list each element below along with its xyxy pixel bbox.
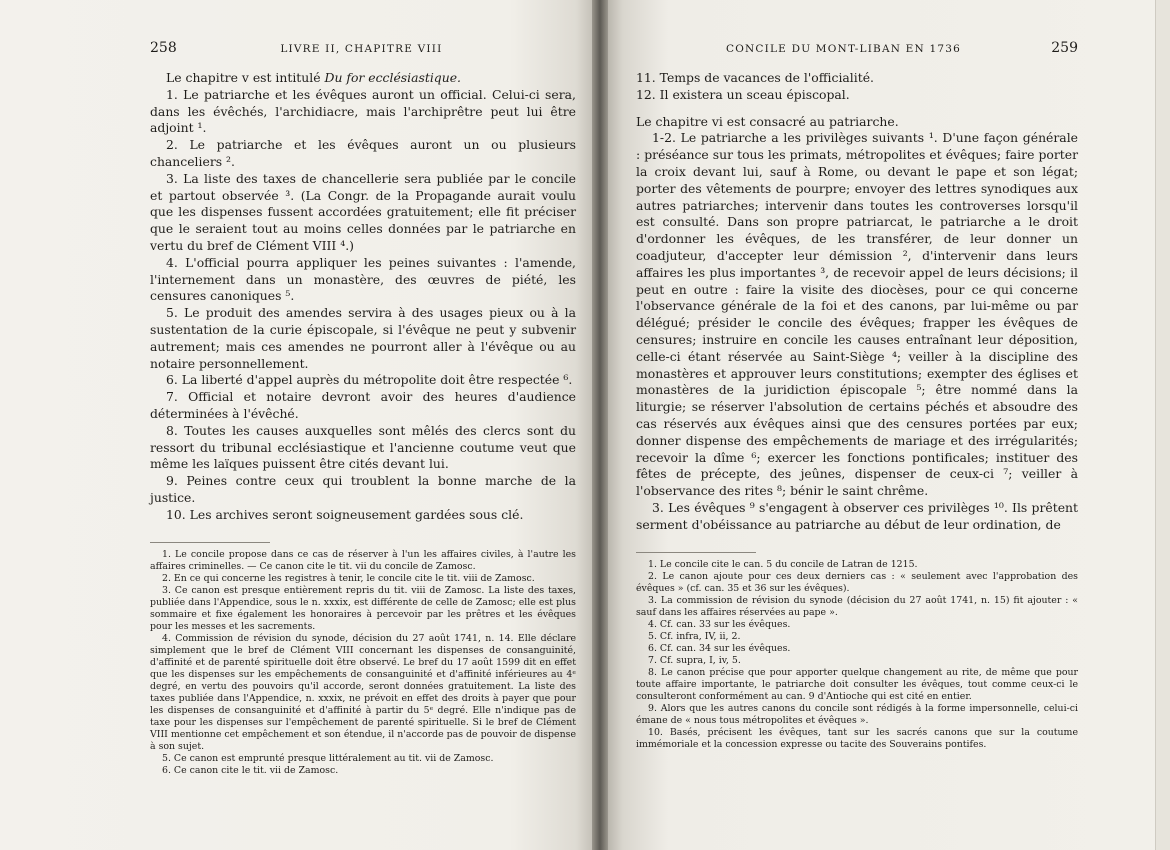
canon-paragraph: 5. Le produit des amendes servira à des usages pieux ou à la sustentation de la curie épiscopale, si l'évêque ne peut y subvenir autrement; mais ces amendes ne pourront aller à l'évêque ou au notaire personnellement. bbox=[150, 305, 576, 371]
canon-paragraph: 1-2. Le patriarche a les privilèges suivants ¹. D'une façon générale : préséance sur tous les primats, métropolites et évêques; faire porter la croix devant lui, sauf à Rome, ou devant le pape et son légat; porter des vêtements de pourpre; envoyer des lettres synodiques aux autres patriarches; intervenir dans toutes les controverses lorsqu'il est consulté. Dans son propre patriarcat, le patriarche a le droit d'ordonner les évêques, de les transférer, de leur donner un coadjuteur, d'accepter leur démission ², d'intervenir dans leurs affaires les plus importantes ³, de recevoir appel de leurs décisions; il peut en outre : faire la visite des diocèses, pour ce qui concerne l'observance générale de la foi et des canons, par lui-même ou par délégué; présider le concile des évêques; frapper les évêques de censures; instruire en concile les causes entraînant leur déposition, celle-ci étant réservée au Saint-Siège ⁴; veiller à la discipline des monastères et approuver leurs constitutions; exempter des églises et monastères de la juridiction épiscopale ⁵; être nommé dans la liturgie; se réserver l'absolution de certains péchés et absoudre des cas réservés aux évêques ainsi que des censures portées par eux; donner dispense des empêchements de mariage et des irrégularités; recevoir la dîme ⁶; exercer les fonctions pontificales; instituer des fêtes de précepte, des jeûnes, dispenser de ceux-ci ⁷; veiller à l'observance des rites ⁸; bénir le saint chrême. bbox=[636, 130, 1078, 499]
left-running-title: LIVRE II, CHAPITRE VIII bbox=[280, 43, 443, 55]
canon-paragraph: 8. Toutes les causes auxquelles sont mêlés des clercs sont du ressort du tribunal ecclésiastique et l'ancienne coutume veut que même les laïques puissent être cités devant lui. bbox=[150, 422, 576, 472]
chapter-intro bbox=[150, 70, 576, 87]
canon-paragraph: 7. Official et notaire devront avoir des heures d'audience déterminées à l'évêché. bbox=[150, 389, 576, 421]
right-running-title: CONCILE DU MONT-LIBAN EN 1736 bbox=[726, 43, 961, 55]
right-footnotes bbox=[636, 559, 1078, 751]
left-body-text bbox=[150, 70, 576, 524]
canon-paragraph: 1. Le patriarche et les évêques auront un official. Celui-ci sera, dans les évêchés, l'archidiacre, mais l'archiprêtre peut lui être adjoint ¹. bbox=[150, 86, 576, 136]
footnote: 6. Cf. can. 34 sur les évêques. bbox=[648, 642, 791, 654]
canon-paragraph: 9. Peines contre ceux qui troublent la bonne marche de la justice. bbox=[150, 473, 576, 505]
footnote: 8. Le canon précise que pour apporter quelque changement au rite, de même que pour toute affaire importante, le patriarche doit consulter les évêques, tout comme ceux-ci le consulteront conformément au can. 9 d'Antioche qui est cité en entier. bbox=[636, 666, 1078, 702]
page-edge bbox=[1155, 0, 1170, 850]
footnote: 5. Ce canon est emprunté presque littéralement au tit. vii de Zamosc. bbox=[162, 752, 494, 764]
list-item: 11. Temps de vacances de l'officialité. bbox=[636, 70, 874, 85]
footnote: 1. Le concile cite le can. 5 du concile de Latran de 1215. bbox=[648, 558, 918, 570]
footnote: 4. Commission de révision du synode, décision du 27 août 1741, n. 14. Elle déclare simplement que le bref de Clément VIII concernant les dispenses de consanguinité, d'affinité et de parenté spirituelle doit être observé. Le bref du 17 août 1599 dit en effet que les dispenses sur les empêchements de consanguinité et d'affinité inférieures au 4ᵉ degré, en vertu des pouvoirs qu'il accorde, seront données gratuitement. La liste des taxes publiée dans l'Appendice, n. xxxix, ne prévoit en effet des droits à payer que pour les dispenses de consanguinité et d'affinité à partir du 5ᵉ degré. Elle n'indique pas de taxe pour les dispenses sur l'empêchement de parenté spirituelle. Si le bref de Clément VIII mentionne cet empêchement et son étendue, il n'accorde pas de pouvoir de dispense à son sujet. bbox=[150, 632, 576, 752]
left-running-head bbox=[150, 40, 576, 62]
canon-paragraph: 6. La liberté d'appel auprès du métropolite doit être respectée ⁶. bbox=[166, 372, 573, 388]
footnote: 2. En ce qui concerne les registres à tenir, le concile cite le tit. viii de Zamosc. bbox=[162, 572, 535, 584]
chapter-intro: Le chapitre vi est consacré au patriarche. bbox=[636, 113, 899, 129]
footnote: 3. La commission de révision du synode (décision du 27 août 1741, n. 15) fit ajouter : « sauf dans les affaires réservées au pape ». bbox=[636, 594, 1078, 618]
footnote: 1. Le concile propose dans ce cas de réserver à l'un les affaires civiles, à l'autre les affaires criminelles. — Ce canon cite le tit. vii du concile de Zamosc. bbox=[150, 548, 576, 572]
chapter-intro-text: Le chapitre v est intitulé bbox=[166, 70, 325, 85]
right-body-text bbox=[636, 70, 1078, 534]
right-page bbox=[600, 0, 1170, 850]
canon-paragraph: 4. L'official pourra appliquer les peines suivantes : l'amende, l'internement dans un monastère, des œuvres de piété, les censures canoniques ⁵. bbox=[150, 254, 576, 304]
left-page-number: 258 bbox=[150, 40, 177, 56]
canon-paragraph: 3. La liste des taxes de chancellerie sera publiée par le concile et partout observée ³. (La Congr. de la Propagande aurait voulu que les dispenses fussent accordées gratuitement; elle fit préciser que le seraient tout au moins celles données par le patriarche en vertu du bref de Clément VIII ⁴.) bbox=[150, 170, 576, 253]
canon-paragraph: 2. Le patriarche et les évêques auront un ou plusieurs chanceliers ². bbox=[150, 137, 576, 169]
footnote: 7. Cf. supra, I, iv, 5. bbox=[648, 654, 741, 666]
footnote: 4. Cf. can. 33 sur les évêques. bbox=[648, 618, 791, 630]
right-running-head bbox=[636, 40, 1078, 62]
left-footnotes bbox=[150, 549, 576, 777]
footnote: 5. Cf. infra, IV, ii, 2. bbox=[648, 630, 741, 642]
footnote: 9. Alors que les autres canons du concile sont rédigés à la forme impersonnelle, celui-ci émane de « nous tous métropolites et évêques ». bbox=[636, 702, 1078, 726]
book-gutter bbox=[592, 0, 608, 850]
footnote: 10. Basés, précisent les évêques, tant sur les sacrés canons que sur la coutume immémoriale et la concession expresse ou tacite des Souverains pontifes. bbox=[636, 726, 1078, 750]
footnote: 3. Ce canon est presque entièrement repris du tit. viii de Zamosc. La liste des taxes, publiée dans l'Appendice, sous le n. xxxix, est différente de celle de Zamosc; elle est plus sommaire et fixe également les honoraires à percevoir par les prêtres et les évêques pour les messes et les sacrements. bbox=[150, 584, 576, 632]
canon-paragraph: 10. Les archives seront soigneusement gardées sous clé. bbox=[166, 506, 524, 522]
footnote-rule bbox=[150, 542, 270, 543]
canon-paragraph: 3. Les évêques ⁹ s'engagent à observer ces privilèges ¹⁰. Ils prêtent serment d'obéissance au patriarche au début de leur ordination, de bbox=[636, 499, 1078, 532]
footnote: 6. Ce canon cite le tit. vii de Zamosc. bbox=[162, 764, 339, 776]
footnote: 2. Le canon ajoute pour ces deux derniers cas : « seulement avec l'approbation des évêques » (cf. can. 35 et 36 sur les évêques). bbox=[636, 570, 1078, 594]
footnote-rule bbox=[636, 552, 756, 553]
list-item: 12. Il existera un sceau épiscopal. bbox=[636, 86, 850, 102]
chapter-title-italic: Du for ecclésiastique. bbox=[324, 70, 461, 85]
right-page-number: 259 bbox=[1051, 40, 1078, 56]
